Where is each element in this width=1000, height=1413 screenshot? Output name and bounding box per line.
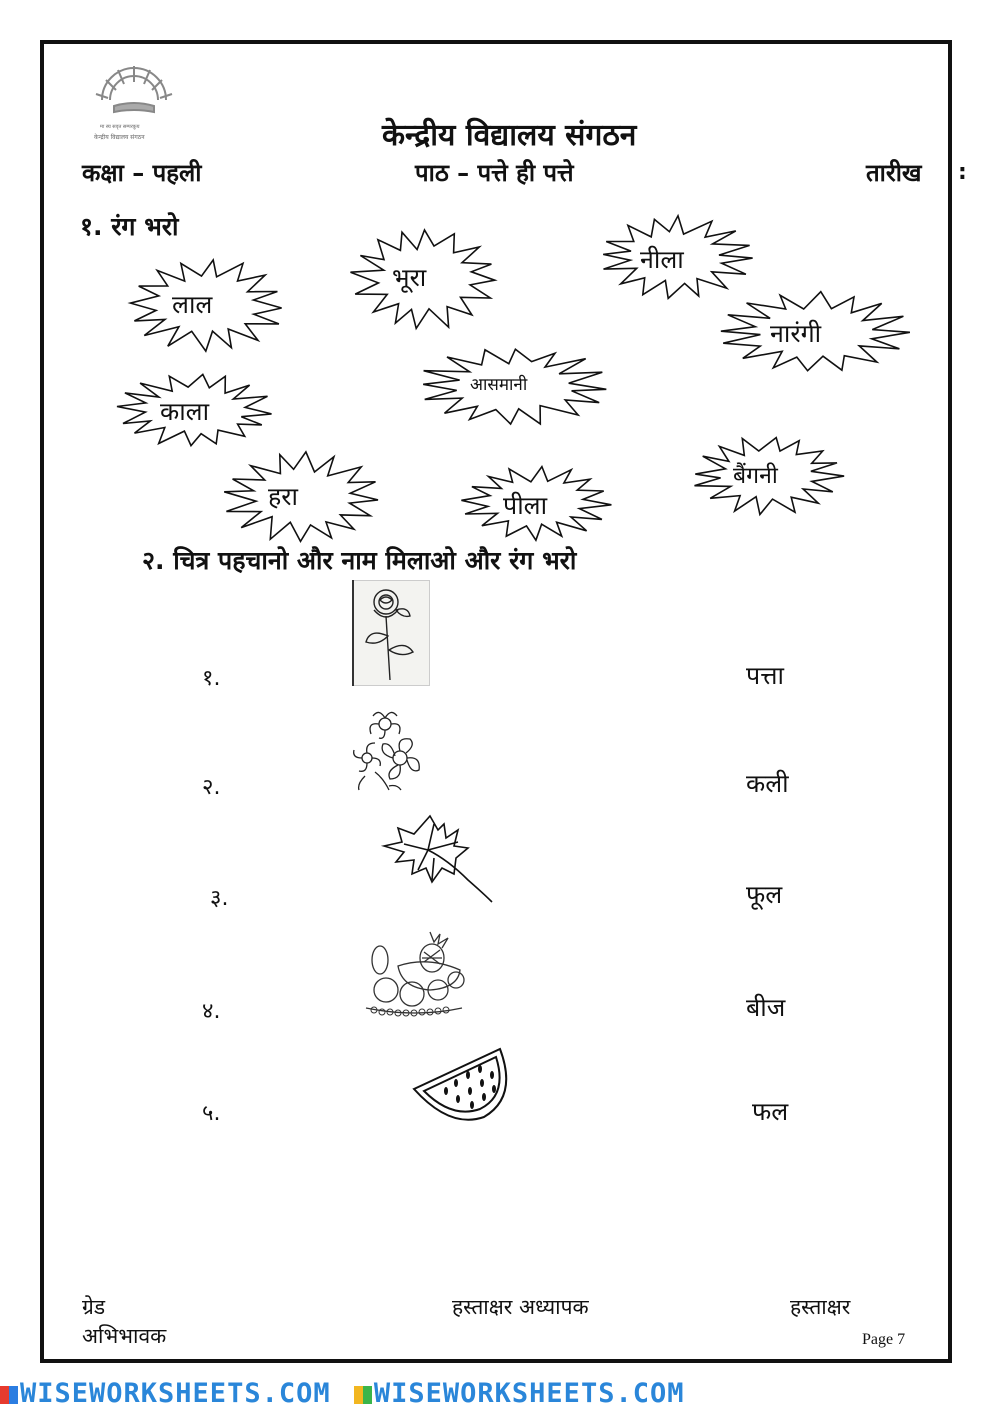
logo-caption-top: मा स्य सवृत सम्परकुय — [100, 124, 140, 130]
item-number-4: ४. — [202, 999, 221, 1024]
leaf-icon — [370, 812, 496, 906]
grade-label: ग्रेड — [82, 1295, 106, 1319]
burst-aasmani-label: आसमानी — [470, 375, 528, 395]
name-option-5: फल — [752, 1097, 789, 1126]
item-number-1: १. — [202, 666, 221, 691]
burst-nila-label: नीला — [640, 245, 684, 274]
name-option-3: फूल — [746, 880, 783, 909]
date-label: तारीख — [866, 159, 922, 187]
signature-label: हस्ताक्षर — [790, 1295, 851, 1319]
banner-text-1: WISEWORKSHEETS.COM — [20, 1378, 331, 1409]
burst-lal-label: लाल — [172, 290, 213, 319]
burst-narangi-label: नारंगी — [770, 319, 822, 348]
burst-kala-label: काला — [160, 397, 210, 426]
wiseworksheets-banner — [0, 1378, 1000, 1413]
logo-caption-bottom: केन्द्रीय विद्यालय संगठन — [94, 134, 145, 141]
ws-logo-icon — [354, 1386, 372, 1404]
page-number: Page 7 — [862, 1331, 906, 1348]
burst-pila-label: पीला — [503, 491, 548, 520]
rose-icon — [352, 580, 430, 686]
section2-heading: २. चित्र पहचानो और नाम मिलाओ और रंग भरो — [142, 546, 577, 575]
item-number-2: २. — [202, 775, 221, 800]
burst-bhura-label: भूरा — [392, 263, 427, 292]
ws-logo-icon — [0, 1386, 18, 1404]
guardian-label: अभिभावक — [82, 1324, 167, 1348]
lesson-label: पाठ – पत्ते ही पत्ते — [415, 159, 574, 187]
item-number-5: ५. — [202, 1101, 221, 1126]
burst-hara-label: हरा — [268, 482, 298, 511]
name-option-1: पत्ता — [746, 661, 784, 690]
flower-icon — [345, 706, 425, 796]
teacher-signature-label: हस्ताक्षर अध्यापक — [452, 1295, 589, 1319]
kvs-logo-icon — [88, 60, 180, 122]
banner-text-2: WISEWORKSHEETS.COM — [373, 1378, 685, 1409]
name-option-2: कली — [746, 769, 789, 798]
burst-baingani-label: बैंगनी — [733, 463, 778, 489]
org-title: केन्द्रीय विद्यालय संगठन — [382, 118, 637, 153]
watermelon-slice-icon — [410, 1045, 514, 1125]
section1-heading: १. रंग भरो — [80, 212, 179, 241]
class-label: कक्षा – पहली — [82, 159, 202, 187]
item-number-3: ३. — [210, 886, 229, 911]
name-option-4: बीज — [746, 993, 786, 1022]
burst-hara-shape — [208, 439, 396, 555]
date-colon: : — [958, 160, 967, 185]
fruit-basket-icon — [360, 930, 468, 1018]
